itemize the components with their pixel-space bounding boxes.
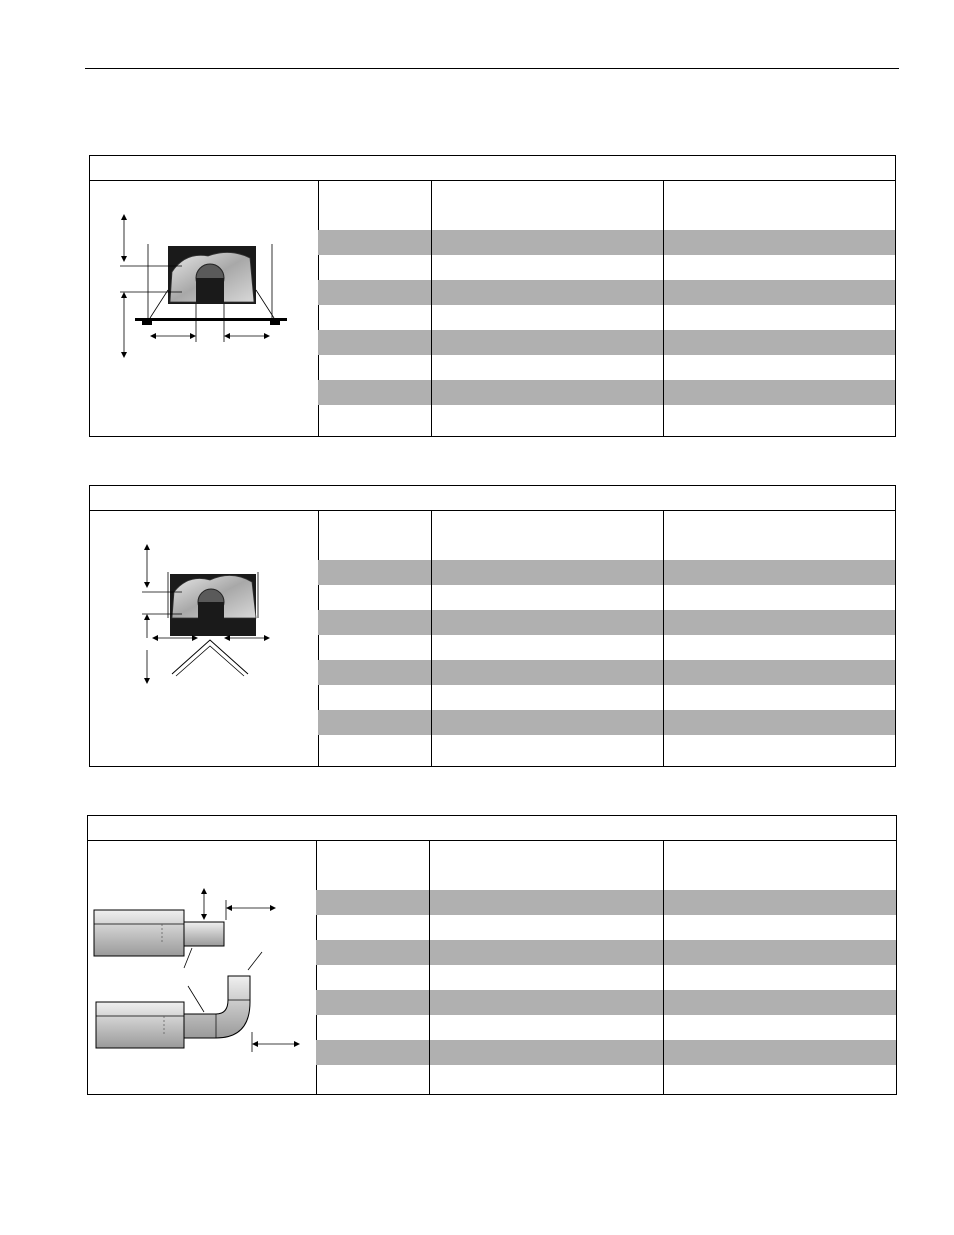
table-row (318, 610, 895, 635)
table-row (318, 710, 895, 735)
panel-title (88, 816, 896, 841)
column-header (432, 180, 664, 230)
table-row (318, 685, 895, 710)
table-row (316, 915, 896, 940)
column-header (430, 840, 664, 890)
panel-title (90, 156, 895, 181)
panel-title (90, 486, 895, 511)
spec-panel-1 (89, 155, 896, 437)
header-rule (85, 68, 899, 69)
column-divider (663, 180, 664, 436)
table-row (318, 585, 895, 610)
table-row (318, 380, 895, 405)
column-divider (663, 840, 664, 1094)
table-row (318, 255, 895, 280)
table-row (316, 1065, 896, 1090)
table-header (318, 510, 895, 560)
v-hanger-mount-diagram-icon (90, 510, 318, 766)
table-row (318, 330, 895, 355)
table-row (316, 890, 896, 915)
figure-cell (90, 180, 319, 436)
table-row (316, 1040, 896, 1065)
table-row (318, 280, 895, 305)
table-row (318, 560, 895, 585)
column-divider (431, 180, 432, 436)
table-row (318, 405, 895, 430)
table-row (316, 990, 896, 1015)
column-header (664, 180, 896, 230)
table-row (318, 635, 895, 660)
table-row (318, 660, 895, 685)
column-header (316, 840, 430, 890)
column-divider (663, 510, 664, 766)
table-header (316, 840, 896, 890)
spec-table (316, 840, 896, 1094)
column-header (664, 840, 898, 890)
spec-panel-2 (89, 485, 896, 767)
table-row (316, 940, 896, 965)
pipe-elbow-diagram-icon (88, 840, 316, 1096)
column-header (432, 510, 664, 560)
table-row (318, 305, 895, 330)
table-row (318, 230, 895, 255)
column-header (318, 180, 432, 230)
figure-cell (88, 840, 317, 1094)
table-header (318, 180, 895, 230)
column-divider (431, 510, 432, 766)
spec-table (318, 510, 895, 766)
table-row (318, 355, 895, 380)
spec-panel-3 (87, 815, 897, 1095)
table-row (316, 965, 896, 990)
table-row (316, 1015, 896, 1040)
column-header (318, 510, 432, 560)
spec-table (318, 180, 895, 436)
column-divider (429, 840, 430, 1094)
figure-cell (90, 510, 319, 766)
column-header (664, 510, 896, 560)
table-row (318, 735, 895, 760)
bracket-mount-diagram-icon (90, 180, 318, 436)
